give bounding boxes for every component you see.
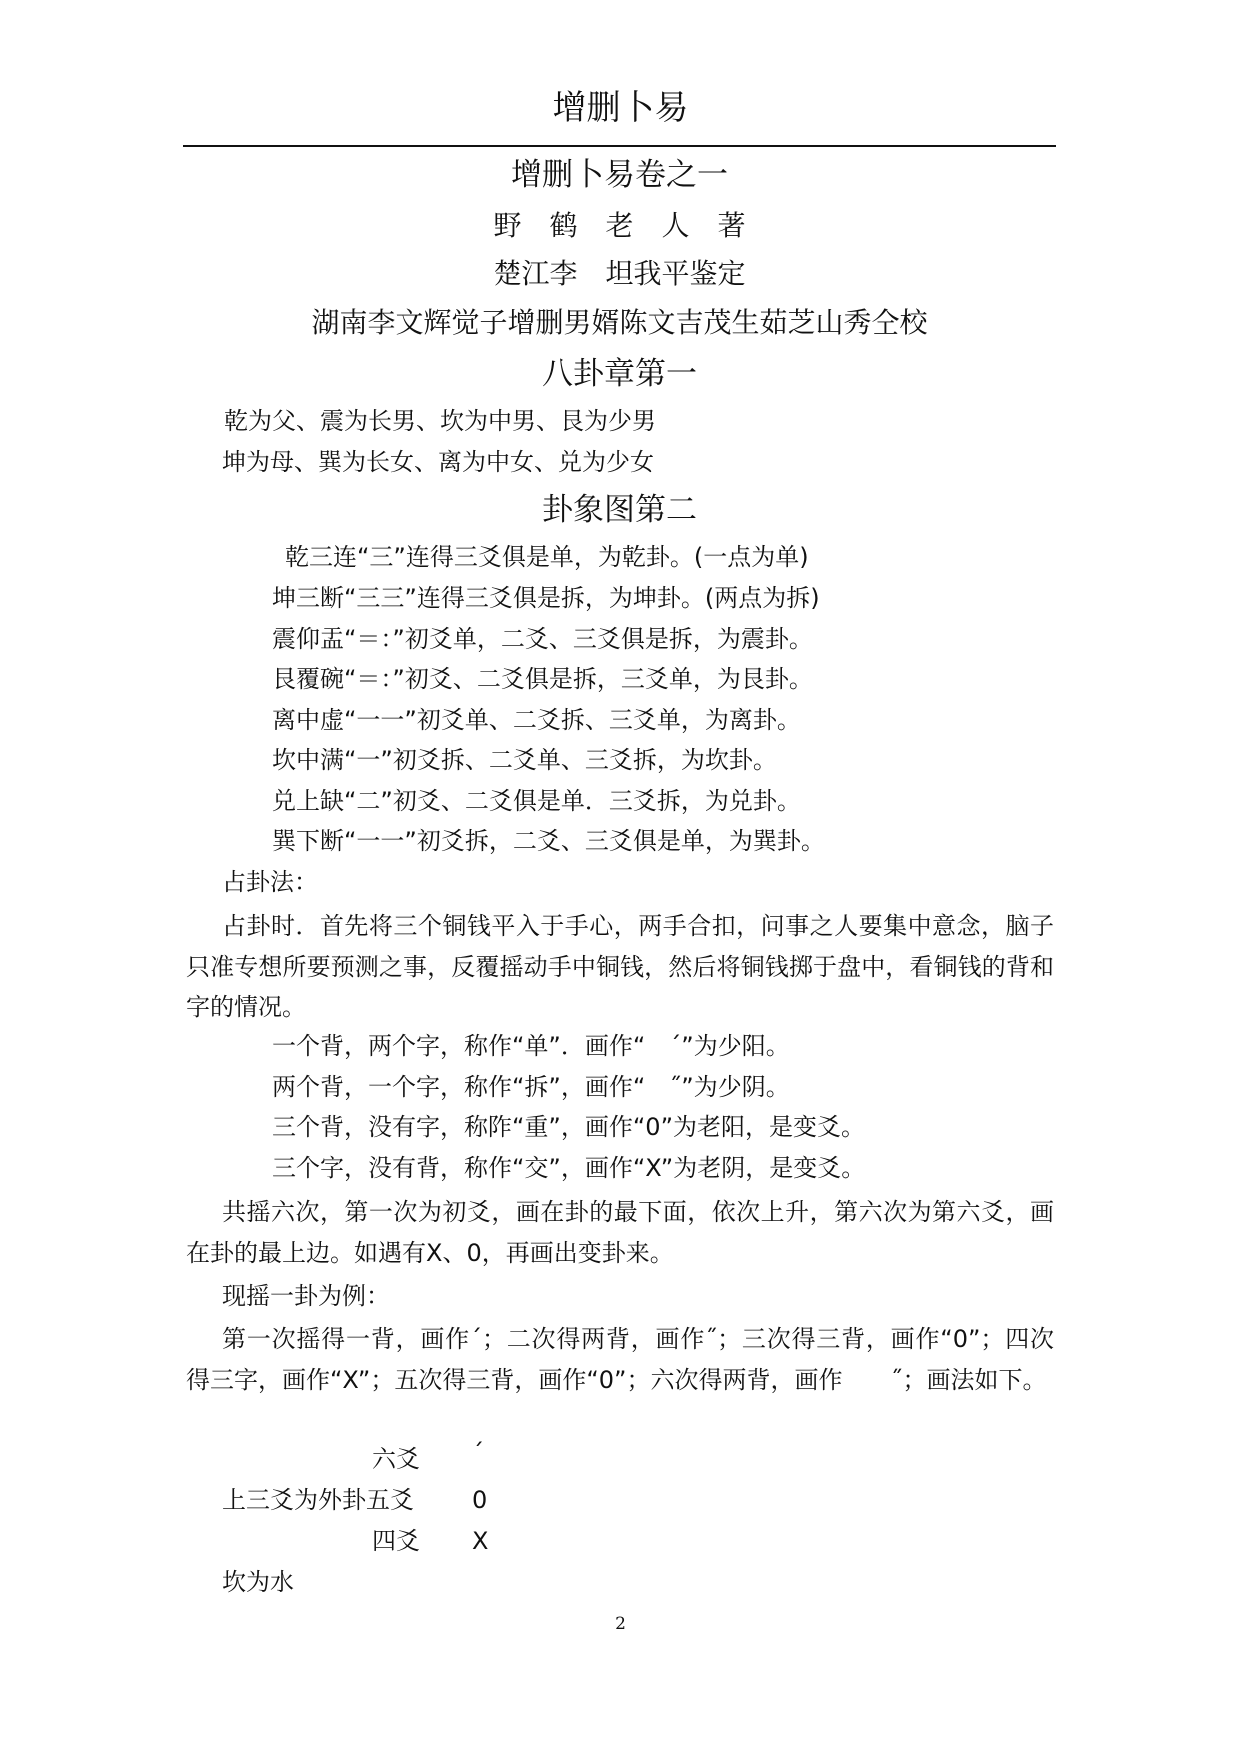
guaxiang-line: 坤三断“三三”连得三爻俱是拆，为坤卦。(两点为拆): [272, 584, 820, 612]
diagram-row5-label: 上三爻为外卦五爻: [222, 1486, 414, 1514]
procedure-paragraph: 共摇六次，第一次为初爻，画在卦的最下面，依次上升，第六次为第六爻，画在卦的最上边。如遇有X、0，再画出变卦来。: [186, 1198, 1054, 1267]
running-header: 增删卜易: [552, 88, 689, 128]
header-rule: [183, 145, 1056, 147]
guaxiang-line: 艮覆碗“＝：”初爻、二爻俱是拆，三爻单，为艮卦。: [272, 665, 813, 693]
method-rule: 三个字，没有背，称作“交”，画作“X”为老阴，是变爻。: [272, 1154, 866, 1182]
author-line: 野 鹤 老 人 著: [493, 209, 746, 242]
page-number: 2: [615, 1614, 626, 1634]
guaxiang-line: 坎中满“一”初爻拆、二爻单、三爻拆，为坎卦。: [272, 746, 777, 774]
guaxiang-line: 震仰盂“＝：”初爻单，二爻、三爻俱是拆，为震卦。: [272, 625, 813, 653]
diagram-row5-mark: 0: [472, 1486, 488, 1514]
method-paragraph: 占卦时．首先将三个铜钱平入于手心，两手合扣，问事之人要集中意念，脑子只准专想所要预测之事，反覆摇动手中铜钱，然后将铜钱掷于盘中，看铜钱的背和字的情况。: [186, 912, 1054, 1021]
guaxiang-line: 离中虚“一一”初爻单、二爻拆、三爻单，为离卦。: [272, 706, 801, 734]
section-heading-guaxiang: 卦象图第二: [542, 492, 697, 528]
method-label: 占卦法：: [222, 868, 318, 896]
section-heading-bagua: 八卦章第一: [542, 356, 697, 392]
bagua-line: 坤为母、巽为长女、离为中女、兑为少女: [222, 448, 654, 476]
reviewer-line: 楚江李 坦我平鉴定: [493, 257, 746, 290]
editors-line: 湖南李文辉觉子增删男婿陈文吉茂生茹芝山秀仝校: [311, 306, 928, 339]
diagram-row4-label: 四爻: [372, 1527, 420, 1555]
guaxiang-line: 乾三连“三”连得三爻俱是单，为乾卦。(一点为单): [285, 543, 809, 571]
method-rule: 三个背，没有字，称阼“重”，画作“0”为老阳，是变爻。: [272, 1113, 866, 1141]
method-rule: 一个背，两个字，称作“单”．画作“ ´”为少阳。: [272, 1032, 790, 1060]
example-paragraph: 第一次摇得一背，画作´；二次得两背，画作˝；三次得三背，画作“0”；四次得三字，画作“X”；五次得三背，画作“0”；六次得两背，画作 ˝；画法如下。: [186, 1325, 1054, 1394]
bagua-line: 乾为父、震为长男、坎为中男、艮为少男: [224, 407, 656, 435]
diagram-row4-mark: X: [472, 1527, 489, 1555]
guaxiang-line: 巽下断“一一”初爻拆，二爻、三爻俱是单，为巽卦。: [272, 827, 825, 855]
method-rule: 两个背，一个字，称作“拆”，画作“ ˝”为少阴。: [272, 1073, 790, 1101]
guaxiang-line: 兑上缺“二”初爻、二爻俱是单．三爻拆，为兑卦。: [272, 787, 801, 815]
trigram-label: 坎为水: [222, 1568, 294, 1596]
diagram-row6-mark: ´: [472, 1439, 484, 1467]
volume-title: 增删卜易卷之一: [511, 157, 728, 193]
example-label: 现摇一卦为例：: [222, 1282, 390, 1310]
diagram-row6-label: 六爻: [372, 1445, 420, 1473]
